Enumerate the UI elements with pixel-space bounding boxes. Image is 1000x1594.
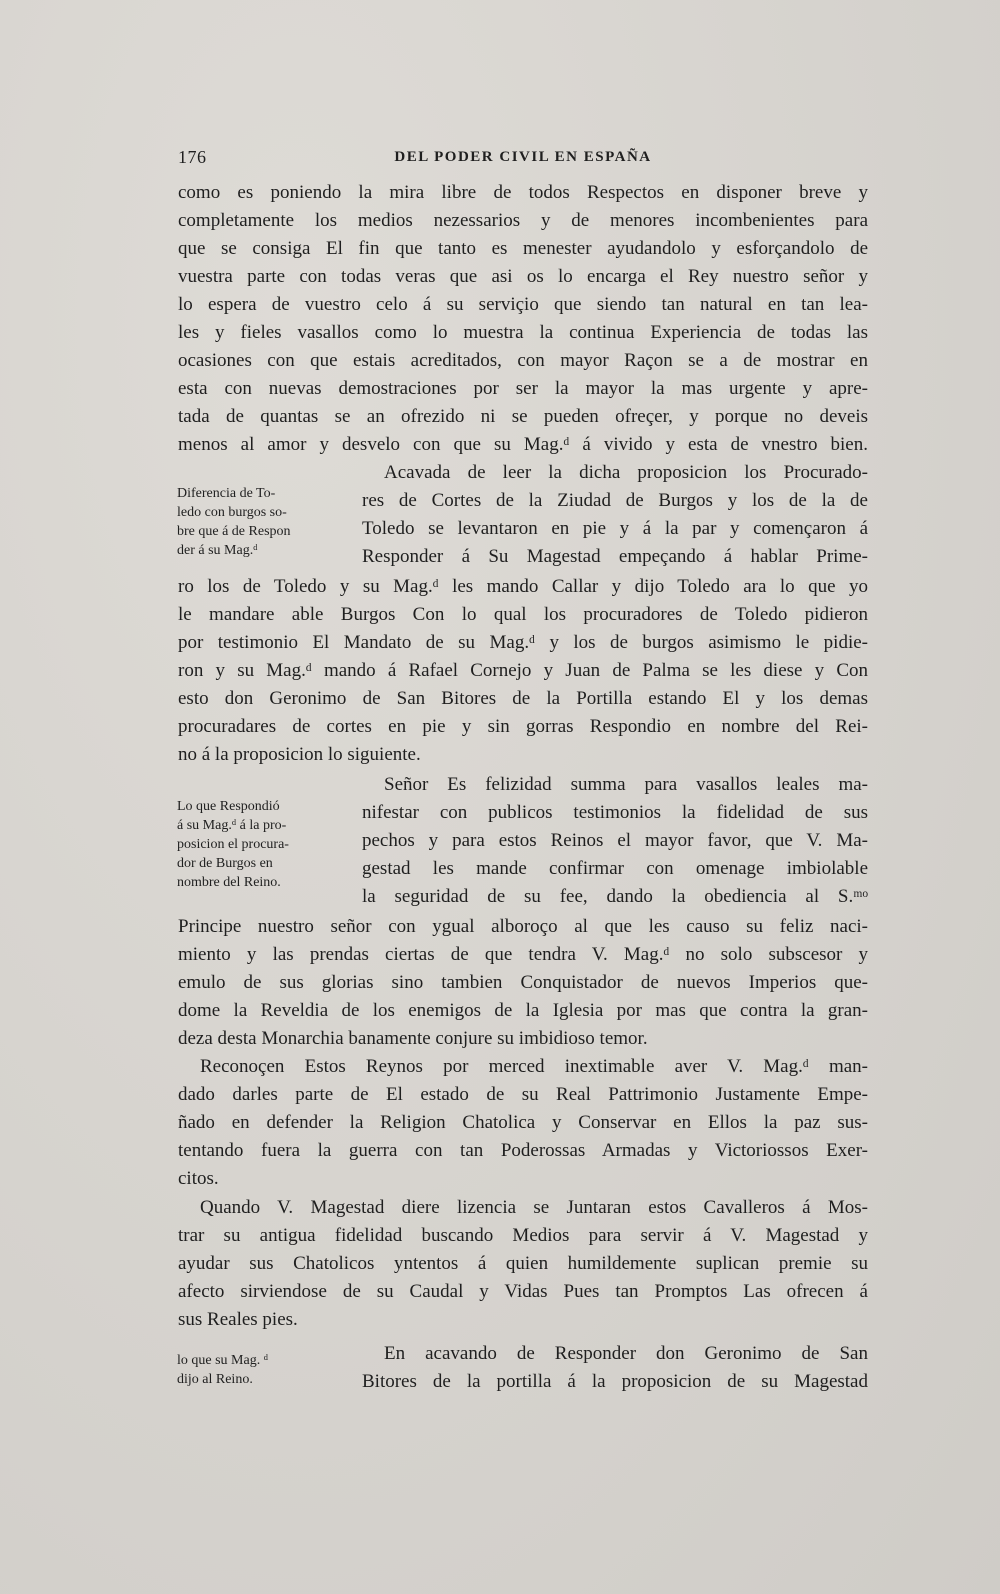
text-line: menos al amor y desvelo con que su Mag.ᵈ á vivido y esta de vnestro bien. xyxy=(178,434,868,455)
text-line: sus Reales pies. xyxy=(178,1309,298,1330)
text-line: trar su antigua fidelidad buscando Medios para servir á V. Magestad y xyxy=(178,1225,868,1246)
text-line: En acavando de Responder don Geronimo de San xyxy=(384,1343,868,1364)
text-line: no á la proposicion lo siguiente. xyxy=(178,744,421,765)
text-line: le mandare able Burgos Con lo qual los procuradores de Toledo pidieron xyxy=(178,604,868,625)
text-line: pechos y para estos Reinos el mayor favor, que V. Ma- xyxy=(362,830,868,851)
text-line: la seguridad de su fee, dando la obediencia al S.ᵐᵒ xyxy=(362,886,868,907)
text-line: dome la Reveldia de los enemigos de la Iglesia por mas que contra la gran- xyxy=(178,1000,868,1021)
text-line: les y fieles vasallos como lo muestra la continua Experiencia de todas las xyxy=(178,322,868,343)
margin-note-line: Diferencia de To- xyxy=(177,486,276,501)
text-line: ocasiones con que estais acreditados, con mayor Raçon se a de mostrar en xyxy=(178,350,868,371)
text-line: Bitores de la portilla á la proposicion de su Magestad xyxy=(362,1371,868,1392)
text-line: ayudar sus Chatolicos yntentos á quien humildemente suplican premie su xyxy=(178,1253,868,1274)
margin-note-line: bre que á de Respon xyxy=(177,524,291,539)
margin-note-line: Lo que Respondió xyxy=(177,799,280,814)
margin-note-line: ledo con burgos so- xyxy=(177,505,287,520)
text-line: miento y las prendas ciertas de que tendra V. Mag.ᵈ no solo subscesor y xyxy=(178,944,868,965)
margin-note-line: der á su Mag.ᵈ xyxy=(177,543,258,558)
text-line: deza desta Monarchia banamente conjure su imbidioso temor. xyxy=(178,1028,648,1049)
text-line: que se consiga El fin que tanto es menester ayudandolo y esforçandolo de xyxy=(178,238,868,259)
text-line: res de Cortes de la Ziudad de Burgos y los de la de xyxy=(362,490,868,511)
text-line: procuradares de cortes en pie y sin gorras Respondio en nombre del Rei- xyxy=(178,716,868,737)
text-line: Quando V. Magestad diere lizencia se Juntaran estos Cavalleros á Mos- xyxy=(200,1197,868,1218)
page-header xyxy=(178,147,868,173)
text-line: tada de quantas se an ofrezido ni se pueden ofreçer, y porque no deveis xyxy=(178,406,868,427)
running-title: DEL PODER CIVIL EN ESPAÑA xyxy=(394,149,652,165)
margin-note xyxy=(177,484,337,560)
text-line: emulo de sus glorias sino tambien Conquistador de nuevos Imperios que- xyxy=(178,972,868,993)
text-line: dado darles parte de El estado de su Real Pattrimonio Justamente Empe- xyxy=(178,1084,868,1105)
margin-note xyxy=(177,1351,337,1389)
text-line: ro los de Toledo y su Mag.ᵈ les mando Callar y dijo Toledo ara lo que yo xyxy=(178,576,868,597)
text-line: esto don Geronimo de San Bitores de la Portilla estando El y los demas xyxy=(178,688,868,709)
text-line: Acavada de leer la dicha proposicion los Procurado- xyxy=(384,462,868,483)
text-line: vuestra parte con todas veras que asi os lo encarga el Rey nuestro señor y xyxy=(178,266,868,287)
margin-note-line: á su Mag.ᵈ á la pro- xyxy=(177,818,287,833)
margin-note-line: dijo al Reino. xyxy=(177,1372,253,1387)
text-line: Reconoçen Estos Reynos por merced inextimable aver V. Mag.ᵈ man- xyxy=(200,1056,868,1077)
margin-note-line: nombre del Reino. xyxy=(177,875,281,890)
margin-note xyxy=(177,797,337,892)
text-line: completamente los medios nezessarios y de menores incombenientes para xyxy=(178,210,868,231)
text-line: tentando fuera la guerra con tan Poderossas Armadas y Victoriossos Exer- xyxy=(178,1140,868,1161)
text-line: Principe nuestro señor con ygual alboroço al que les causo su feliz naci- xyxy=(178,916,868,937)
text-line: lo espera de vuestro celo á su serviçio que siendo tan natural en tan lea- xyxy=(178,294,868,315)
text-line: nifestar con publicos testimonios la fidelidad de sus xyxy=(362,802,868,823)
text-line: Responder á Su Magestad empeçando á hablar Prime- xyxy=(362,546,868,567)
text-line: esta con nuevas demostraciones por ser la mayor la mas urgente y apre- xyxy=(178,378,868,399)
page-number: 176 xyxy=(178,147,207,167)
text-line: ñado en defender la Religion Chatolica y Conservar en Ellos la paz sus- xyxy=(178,1112,868,1133)
text-line: gestad les mande confirmar con omenage imbiolable xyxy=(362,858,868,879)
text-line: como es poniendo la mira libre de todos Respectos en disponer breve y xyxy=(178,182,868,203)
text-line: Señor Es felizidad summa para vasallos leales ma- xyxy=(384,774,868,795)
margin-note-line: lo que su Mag. ᵈ xyxy=(177,1353,269,1368)
text-line: por testimonio El Mandato de su Mag.ᵈ y los de burgos asimismo le pidie- xyxy=(178,632,868,653)
text-line: ron y su Mag.ᵈ mando á Rafael Cornejo y Juan de Palma se les diese y Con xyxy=(178,660,868,681)
margin-note-line: dor de Burgos en xyxy=(177,856,273,871)
text-line: citos. xyxy=(178,1168,219,1189)
text-line: afecto sirviendose de su Caudal y Vidas Pues tan Promptos Las ofrecen á xyxy=(178,1281,868,1302)
margin-note-line: posicion el procura- xyxy=(177,837,289,852)
text-line: Toledo se levantaron en pie y á la par y començaron á xyxy=(362,518,868,539)
